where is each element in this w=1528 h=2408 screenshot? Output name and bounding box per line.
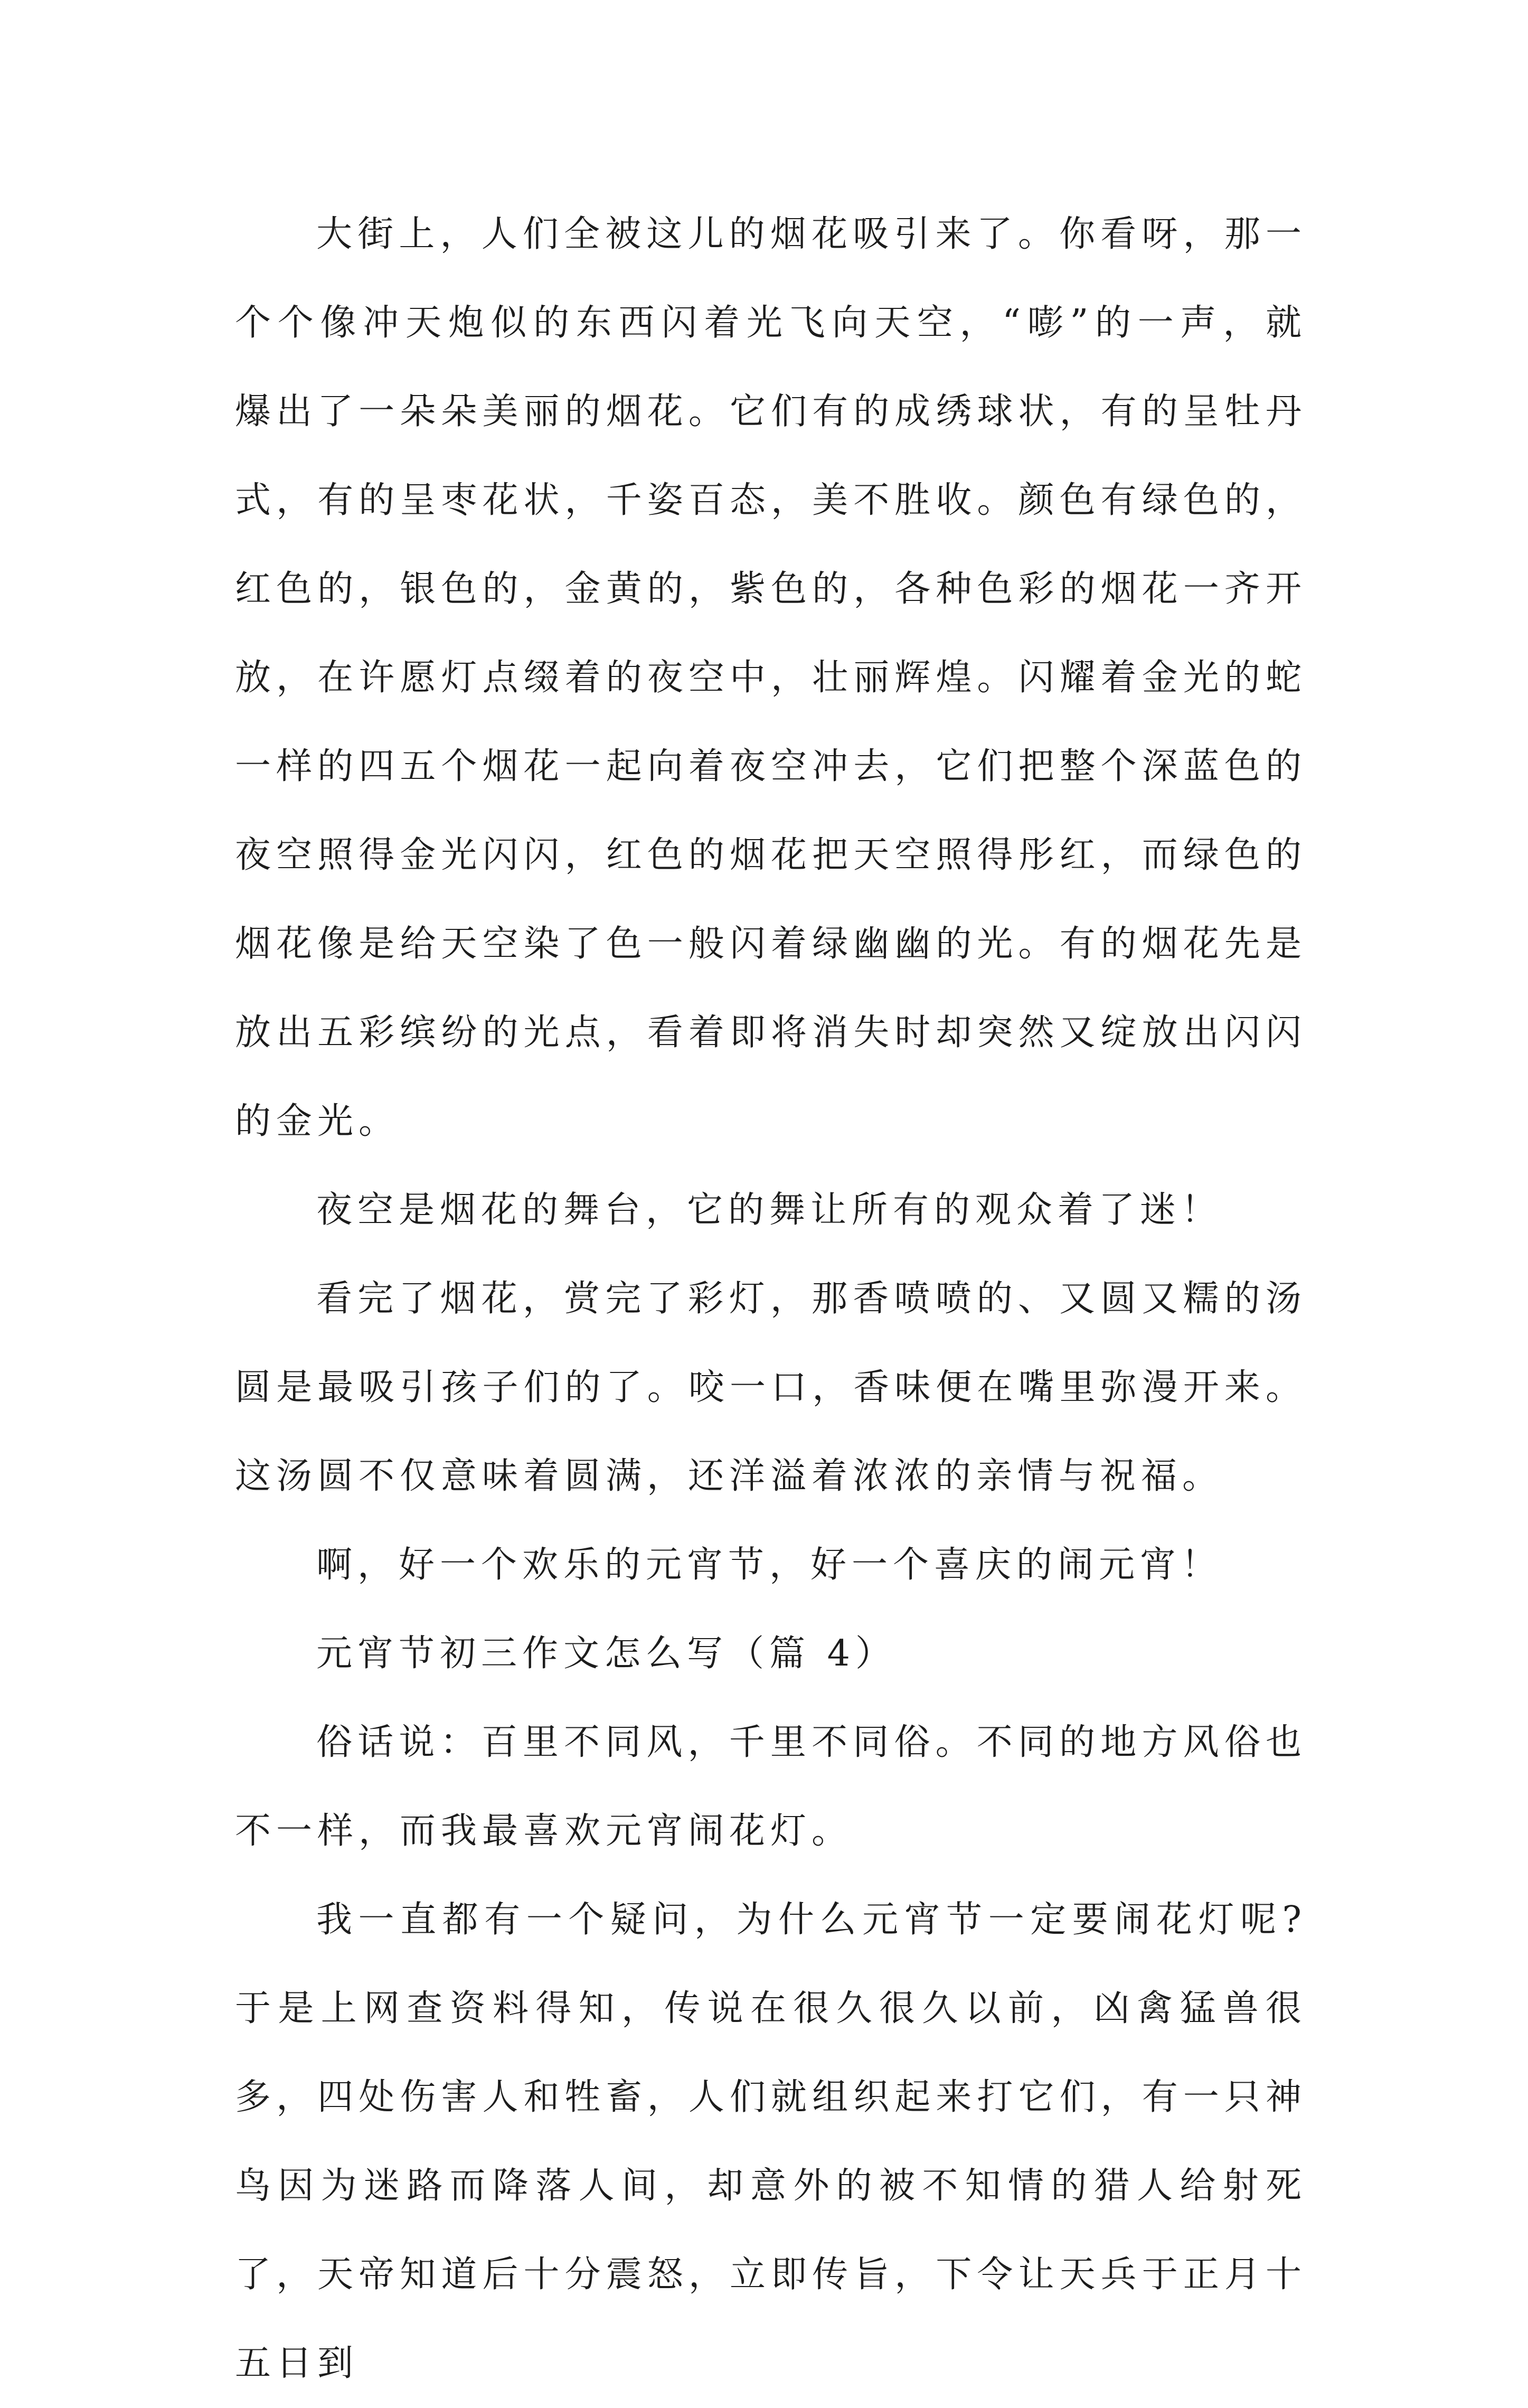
paragraph-night-sky: 夜空是烟花的舞台，它的舞让所有的观众着了迷！ — [316, 1189, 1223, 1231]
paragraph-tangyuan: 看完了烟花，赏完了彩灯，那香喷喷的、又圆又糯的汤圆是最吸引孩子们的了。咬一口，香味便在嘴里弥漫开来。这汤圆不仅意味着圆满，还洋溢着浓浓的亲情与祝福。 — [235, 1278, 1307, 1497]
section-heading: 元宵节初三作文怎么写（篇 4） — [316, 1633, 897, 1675]
paragraph-fireworks: 大街上，人们全被这儿的烟花吸引来了。你看呀，那一个个像冲天炮似的东西闪着光飞向天空，“嘭”的一声，就爆出了一朵朵美丽的烟花。它们有的成绣球状，有的呈牡丹式，有的呈枣花状，千姿百态，美不胜收。颜色有绿色的，红色的，银色的，金黄的，紫色的，各种色彩的烟花一齐开放，在许愿灯点缀着的夜空中，壮丽辉煌。闪耀着金光的蛇一样的四五个烟花一起向着夜空冲去，它们把整个深蓝色的夜空照得金光闪闪，红色的烟花把天空照得彤红，而绿色的烟花像是给天空染了色一般闪着绿幽幽的光。有的烟花先是放出五彩缤纷的光点，看着即将消失时却突然又绽放出闪闪的金光。 — [235, 213, 1307, 1142]
paragraph-exclamation: 啊，好一个欢乐的元宵节，好一个喜庆的闹元宵！ — [316, 1544, 1223, 1586]
paragraph-proverb: 俗话说：百里不同风，千里不同俗。不同的地方风俗也不一样，而我最喜欢元宵闹花灯。 — [235, 1722, 1307, 1852]
article-body — [235, 190, 1307, 2408]
paragraph-legend: 我一直都有一个疑问，为什么元宵节一定要闹花灯呢?于是上网查资料得知，传说在很久很久以前，凶禽猛兽很多，四处伤害人和牲畜，人们就组织起来打它们，有一只神鸟因为迷路而降落人间，却意外的被不知情的猎人给射死了，天帝知道后十分震怒，立即传旨，下令让天兵于正月十五日到 — [235, 1899, 1307, 2384]
